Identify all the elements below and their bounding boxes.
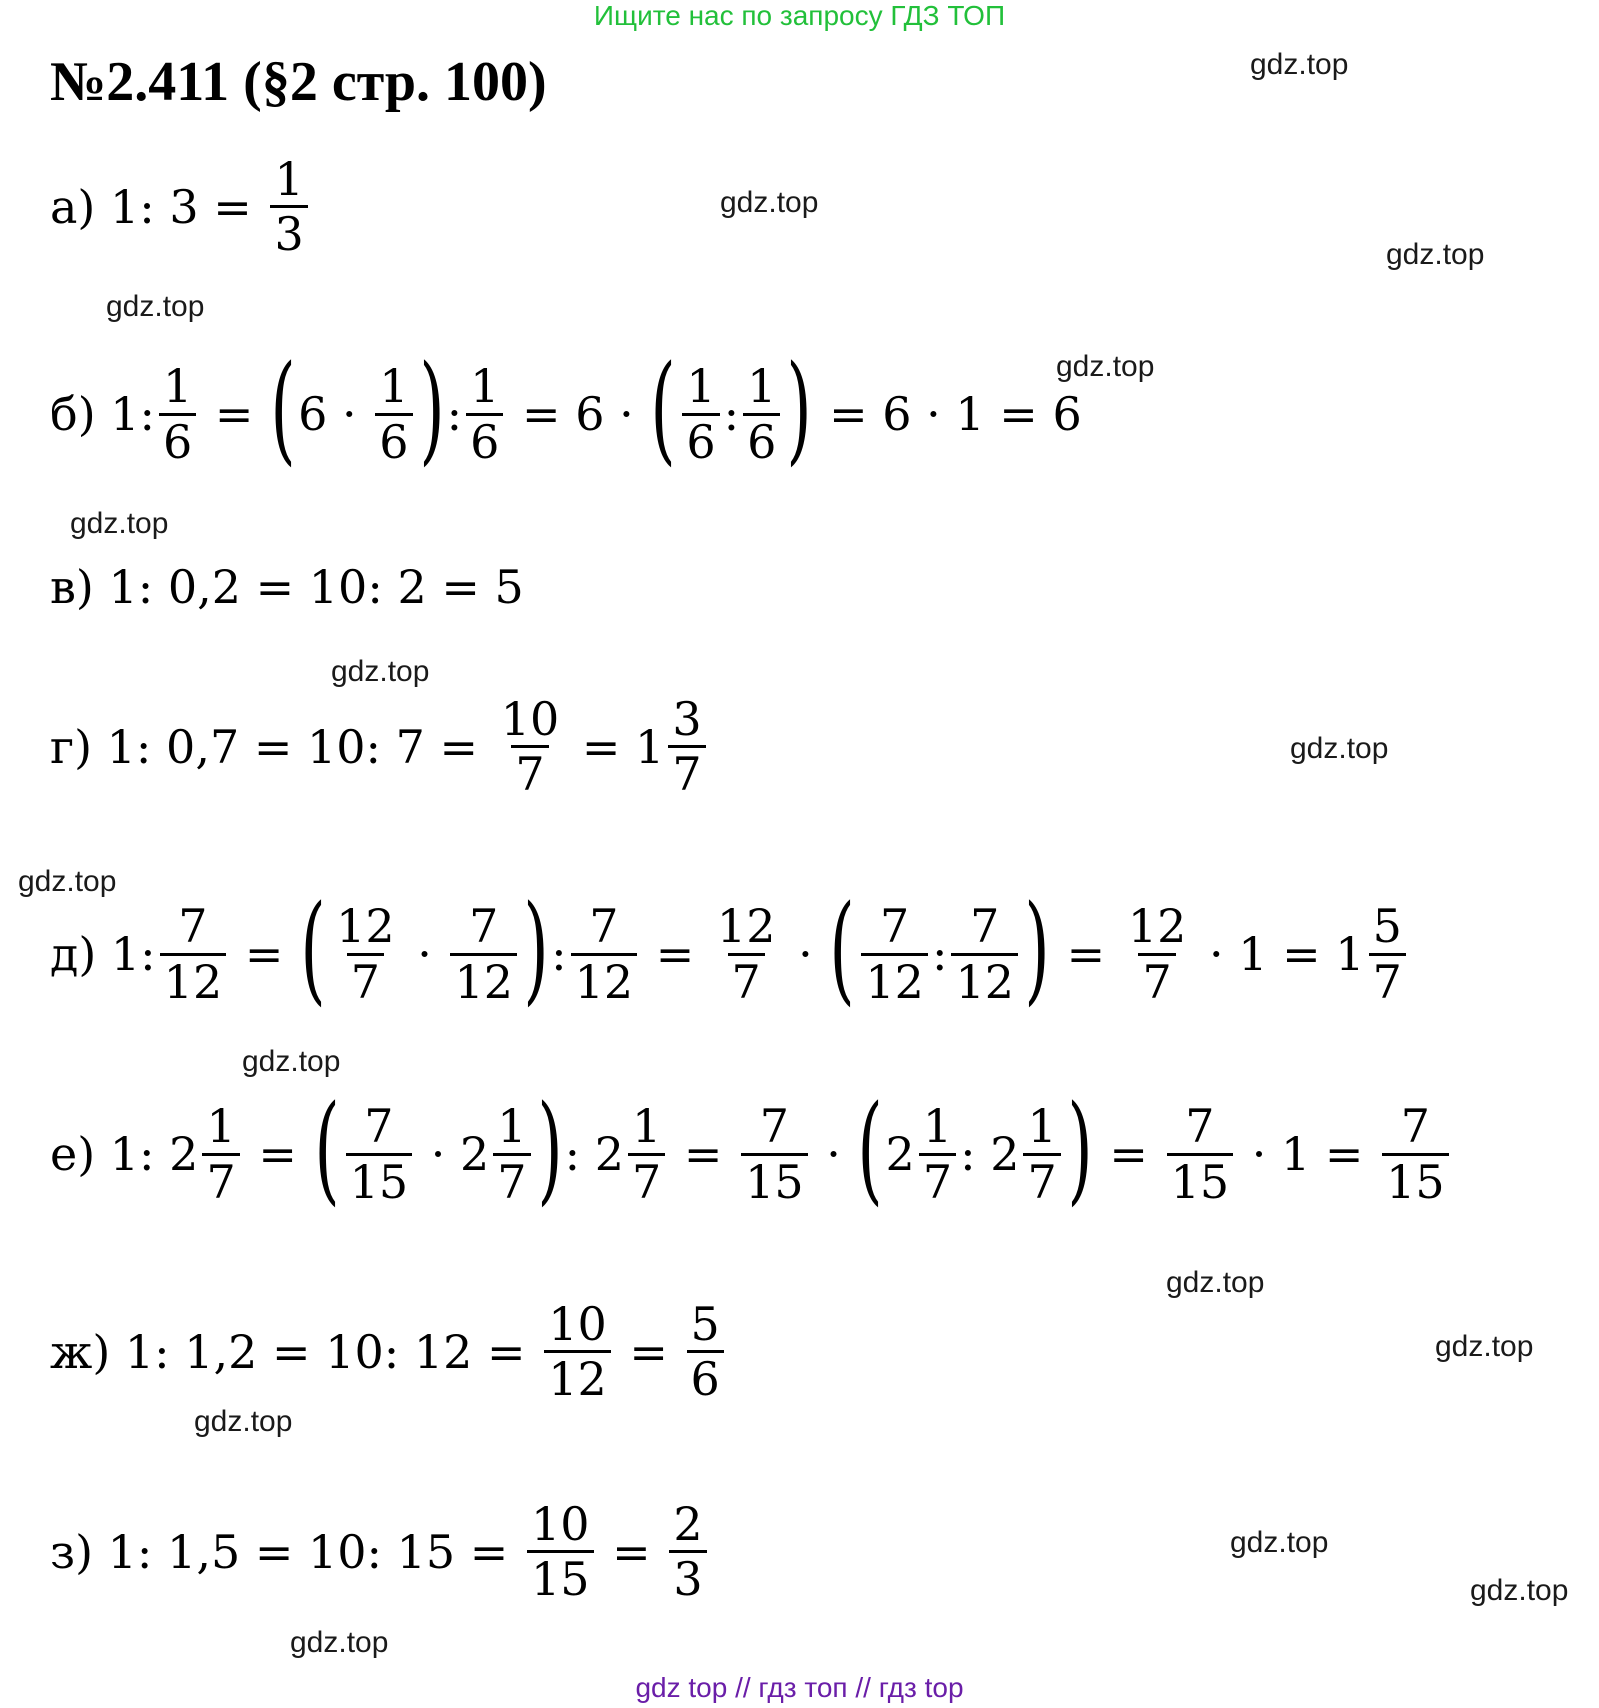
- search-banner[interactable]: Ищите нас по запросу ГДЗ ТОП: [593, 0, 1006, 31]
- item-label: ж): [50, 1324, 111, 1379]
- left-paren: (: [300, 879, 326, 1017]
- fraction: [743, 359, 780, 469]
- denominator: 15: [346, 1153, 413, 1206]
- expression-text: 1:: [95, 387, 156, 441]
- equation-d: [50, 879, 1410, 1017]
- fraction: [202, 1099, 239, 1209]
- watermark: gdz.top: [1435, 1330, 1534, 1363]
- right-paren: ): [536, 1079, 563, 1217]
- expression-text: 1: 1,5 = 10: 15 =: [93, 1524, 523, 1579]
- numerator: 12: [336, 899, 395, 954]
- denominator: 15: [527, 1550, 594, 1603]
- denominator: 6: [743, 413, 780, 466]
- denominator: 15: [1382, 1153, 1449, 1206]
- expression-text: 2: [885, 1127, 915, 1181]
- expression-text: · 1 = 1: [1194, 927, 1365, 981]
- expression-text: =: [641, 927, 709, 981]
- expression-text: =: [200, 387, 269, 441]
- expression-text: =: [1094, 1127, 1163, 1181]
- numerator: 10: [500, 692, 560, 746]
- numerator: 1: [470, 359, 500, 414]
- denominator: 7: [202, 1153, 239, 1206]
- watermark: gdz.top: [331, 655, 430, 688]
- denominator: 7: [347, 953, 384, 1006]
- expression-text: · 1 =: [1237, 1127, 1379, 1181]
- equation-g: [50, 692, 710, 802]
- denominator: 6: [159, 413, 196, 466]
- left-paren: (: [829, 879, 856, 1017]
- watermark: gdz.top: [1230, 1526, 1329, 1559]
- denominator: 3: [270, 205, 307, 258]
- expression-text: =: [669, 1127, 738, 1181]
- fraction: [861, 899, 928, 1009]
- numerator: 2: [673, 1497, 703, 1551]
- equation-z: [50, 1497, 711, 1607]
- watermark: gdz.top: [106, 290, 205, 323]
- denominator: 6: [375, 413, 412, 466]
- expression-text: = 6 · 1 = 6: [814, 387, 1082, 441]
- expression-text: 1: 3 =: [95, 179, 267, 234]
- watermark: gdz.top: [194, 1405, 293, 1438]
- fraction: [713, 899, 780, 1009]
- denominator: 15: [1167, 1153, 1234, 1206]
- expression-text: =: [1052, 927, 1120, 981]
- numerator: 1: [686, 359, 716, 414]
- watermark: gdz.top: [1290, 732, 1389, 765]
- expression-text: ·: [783, 927, 828, 981]
- denominator: 7: [728, 953, 765, 1006]
- denominator: 7: [628, 1153, 665, 1206]
- expression-text: =: [230, 927, 299, 981]
- watermark: gdz.top: [1166, 1266, 1265, 1299]
- fraction: [1167, 1099, 1234, 1209]
- item-label: д): [50, 927, 97, 981]
- expression-text: =: [243, 1127, 312, 1181]
- watermark: gdz.top: [18, 865, 117, 898]
- numerator: 12: [716, 899, 776, 954]
- item-label: г): [50, 719, 93, 774]
- numerator: 7: [1185, 1099, 1215, 1154]
- numerator: 1: [631, 1099, 662, 1154]
- denominator: 12: [861, 953, 928, 1006]
- fraction: [687, 1297, 724, 1407]
- fraction: [375, 359, 412, 469]
- numerator: 1: [497, 1099, 527, 1154]
- numerator: 10: [548, 1297, 607, 1351]
- watermark: gdz.top: [1386, 238, 1485, 271]
- expression-text: 1: 1,2 = 10: 12 =: [110, 1324, 541, 1379]
- denominator: 12: [450, 953, 517, 1006]
- expression-text: =: [597, 1524, 666, 1579]
- expression-text: 1: 0,7 = 10: 7 =: [92, 719, 493, 774]
- numerator: 7: [589, 899, 619, 954]
- denominator: 6: [687, 1350, 724, 1403]
- denominator: 7: [668, 745, 705, 798]
- left-paren: (: [313, 1079, 340, 1217]
- numerator: 7: [880, 899, 910, 954]
- expression-text: ·: [402, 927, 447, 981]
- left-paren: (: [650, 339, 677, 477]
- numerator: 7: [1400, 1099, 1430, 1154]
- watermark: gdz.top: [720, 186, 819, 219]
- watermark: gdz.top: [1250, 48, 1349, 81]
- fraction: [450, 899, 517, 1009]
- denominator: 7: [1138, 953, 1175, 1006]
- numerator: 12: [1127, 899, 1187, 954]
- watermark: gdz.top: [1470, 1574, 1569, 1607]
- denominator: 7: [919, 1153, 956, 1206]
- expression-text: 1:: [96, 927, 156, 981]
- right-paren: ): [418, 339, 445, 477]
- denominator: 12: [571, 953, 638, 1006]
- fraction: [497, 692, 564, 802]
- numerator: 7: [469, 899, 499, 954]
- denominator: 6: [682, 413, 719, 466]
- expression-text: :: [931, 927, 948, 981]
- fraction: [346, 1099, 413, 1209]
- item-label: в): [50, 560, 94, 614]
- denominator: 7: [511, 745, 548, 798]
- numerator: 10: [530, 1497, 590, 1551]
- fraction: [159, 359, 196, 469]
- item-label: б): [50, 387, 96, 441]
- numerator: 1: [1027, 1099, 1057, 1154]
- numerator: 7: [759, 1099, 789, 1154]
- fraction: [1124, 899, 1191, 1009]
- expression-text: :: [446, 387, 463, 441]
- fraction: [270, 152, 307, 262]
- watermark: gdz.top: [242, 1045, 341, 1078]
- fraction: [160, 899, 227, 1009]
- equation-b: [50, 339, 1082, 477]
- equation-zh: [50, 1297, 728, 1407]
- fraction: [1369, 899, 1406, 1009]
- left-paren: (: [270, 339, 296, 477]
- equation-a: [50, 152, 312, 262]
- fraction: [668, 692, 705, 802]
- fraction: [493, 1099, 530, 1209]
- equation-v: [50, 560, 524, 614]
- equation-e: [50, 1079, 1453, 1217]
- denominator: 12: [544, 1350, 611, 1403]
- numerator: 7: [970, 899, 1000, 954]
- fraction: [466, 359, 503, 469]
- numerator: 5: [1372, 899, 1402, 954]
- fraction: [919, 1099, 956, 1209]
- expression-text: 1: 0,2 = 10: 2 = 5: [93, 560, 524, 614]
- watermark: gdz.top: [1056, 350, 1155, 383]
- numerator: 3: [672, 692, 702, 746]
- denominator: 12: [951, 953, 1018, 1006]
- fraction: [1382, 1099, 1449, 1209]
- numerator: 1: [163, 359, 193, 414]
- numerator: 5: [690, 1297, 720, 1351]
- expression-text: : 2: [564, 1127, 624, 1181]
- fraction: [1023, 1099, 1060, 1209]
- item-label: а): [50, 179, 96, 234]
- numerator: 1: [274, 152, 304, 206]
- expression-text: : 2: [960, 1127, 1020, 1181]
- watermark: gdz.top: [70, 507, 169, 540]
- denominator: 15: [741, 1153, 808, 1206]
- item-label: е): [50, 1127, 96, 1181]
- fraction: [332, 899, 399, 1009]
- numerator: 7: [178, 899, 208, 954]
- expression-text: =: [614, 1324, 683, 1379]
- denominator: 12: [160, 953, 227, 1006]
- numerator: 1: [922, 1099, 953, 1154]
- left-paren: (: [857, 1079, 884, 1217]
- denominator: 7: [1023, 1153, 1060, 1206]
- fraction: [741, 1099, 808, 1209]
- numerator: 7: [364, 1099, 394, 1154]
- fraction: [682, 359, 719, 469]
- fraction: [669, 1497, 706, 1607]
- expression-text: 1: 2: [95, 1127, 199, 1181]
- fraction: [544, 1297, 611, 1407]
- right-paren: ): [1024, 879, 1050, 1017]
- fraction: [628, 1099, 665, 1209]
- numerator: 1: [747, 359, 777, 414]
- watermark: gdz.top: [290, 1626, 389, 1659]
- item-label: з): [50, 1524, 94, 1579]
- right-paren: ): [523, 879, 549, 1017]
- expression-text: :: [723, 387, 740, 441]
- expression-text: = 1: [567, 719, 665, 774]
- expression-text: ·: [811, 1127, 856, 1181]
- expression-text: :: [551, 927, 567, 981]
- numerator: 1: [206, 1099, 236, 1154]
- right-paren: ): [1067, 1079, 1093, 1217]
- denominator: 3: [669, 1550, 706, 1603]
- expression-text: 6 ·: [298, 387, 372, 441]
- footer-links[interactable]: gdz top // гдз топ // гдз top: [635, 1672, 964, 1703]
- numerator: 1: [379, 359, 409, 414]
- fraction: [951, 899, 1018, 1009]
- fraction: [527, 1497, 594, 1607]
- fraction: [571, 899, 638, 1009]
- denominator: 7: [493, 1153, 530, 1206]
- right-paren: ): [786, 339, 813, 477]
- denominator: 7: [1369, 953, 1406, 1006]
- expression-text: · 2: [416, 1127, 490, 1181]
- denominator: 6: [466, 413, 503, 466]
- expression-text: = 6 ·: [507, 387, 649, 441]
- page-title: №2.411 (§2 стр. 100): [50, 51, 547, 113]
